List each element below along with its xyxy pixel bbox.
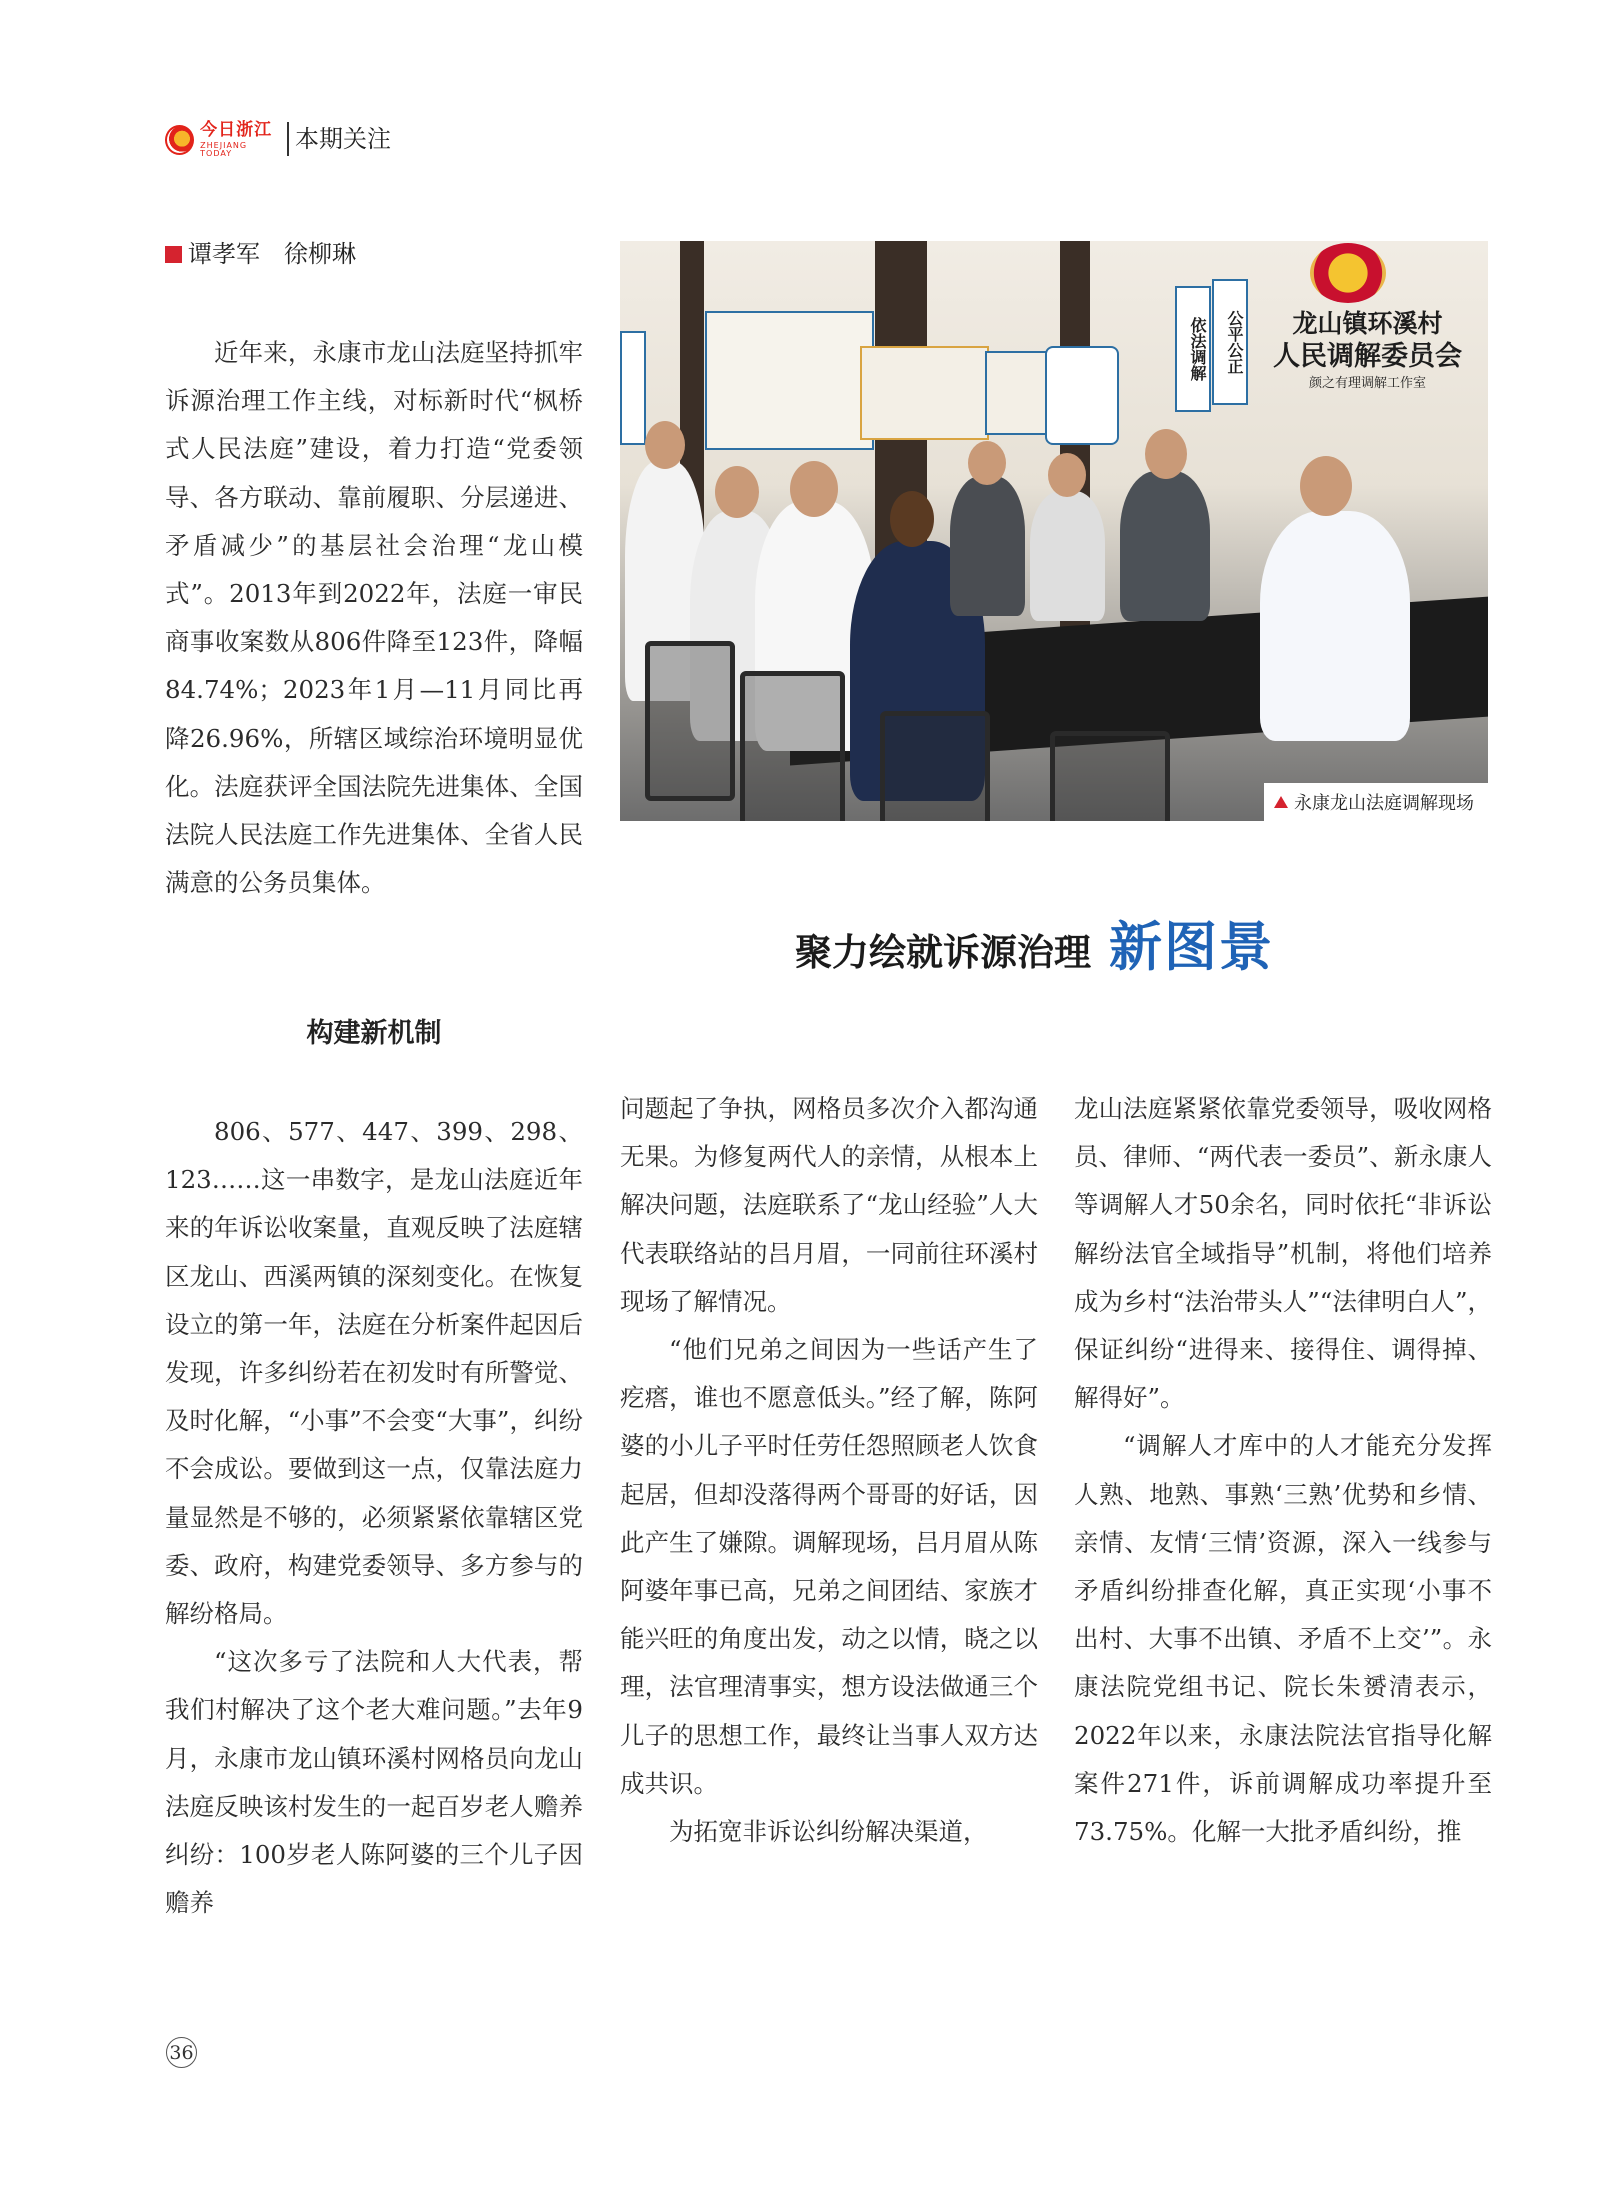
headline-accent: 新图景: [1109, 917, 1274, 978]
photo-head: [1048, 453, 1086, 497]
body-column-1: [165, 1108, 583, 1927]
headline-main: 聚力绘就诉源治理: [795, 930, 1091, 974]
byline-square-icon: [165, 246, 182, 263]
sun-logo-icon: [165, 125, 194, 155]
photo-head: [1300, 456, 1352, 516]
photo-person: [1030, 491, 1105, 621]
photo-head: [968, 441, 1006, 485]
banner-line-1: 龙山镇环溪村: [1292, 309, 1443, 338]
magazine-logo: [165, 121, 280, 159]
photo-caption-text: 永康龙山法庭调解现场: [1294, 793, 1474, 814]
sign-right: 公平公正: [1212, 279, 1248, 405]
body-paragraph: 806、577、447、399、298、123……这一串数字，是龙山法庭近年来的年诉讼收案量，直观反映了法庭辖区龙山、西溪两镇的深刻变化。在恢复设立的第一年，法庭在分析案件起因后发现，许多纠纷若在初发时有所警觉、及时化解，“小事”不会变“大事”，纠纷不会成讼。要做到这一点，仅靠法庭力量显然是不够的，必须紧紧依靠辖区党委、政府，构建党委领导、多方参与的解纷格局。: [165, 1117, 583, 1629]
body-paragraph: 为拓宽非诉讼纠纷解决渠道，: [669, 1817, 988, 1847]
body-paragraph: “调解人才库中的人才能充分发挥人熟、地熟、事熟‘三熟’优势和乡情、亲情、友情‘三情’资源，深入一线参与矛盾纠纷排查化解，真正实现‘小事不出村、大事不出镇、矛盾不上交’”。永康法院党组书记、院长朱赟清表示，2022年以来，永康法院法官指导化解案件271件，诉前调解成功率提升至73.75%。化解一大批矛盾纠纷，推: [1074, 1431, 1492, 1847]
intro-paragraph: 近年来，永康市龙山法庭坚持抓牢诉源治理工作主线，对标新时代“枫桥式人民法庭”建设，着力打造“党委领导、各方联动、靠前履职、分层递进、矛盾减少”的基层社会治理“龙山模式”。2013年到2022年，法庭一审民商事收案数从806件降至123件，降幅84.74%；2023年1月—11月同比再降26.96%，所辖区域综治环境明显优化。法庭获评全国法院先进集体、全国法院人民法庭工作先进集体、全省人民满意的公务员集体。: [165, 338, 583, 898]
photo-head: [1145, 429, 1187, 479]
banner-line-3: 颜之有理调解工作室: [1308, 376, 1426, 391]
photo-banner: [1265, 301, 1470, 401]
body-paragraph: “他们兄弟之间因为一些话产生了疙瘩，谁也不愿意低头。”经了解，陈阿婆的小儿子平时任劳任怨照顾老人饮食起居，但却没落得两个哥哥的好话，因此产生了嫌隙。调解现场，吕月眉从陈阿婆年事已高，兄弟之间团结、家族才能兴旺的角度出发，动之以情，晓之以理，法官理清事实，想方设法做通三个儿子的思想工作，最终让当事人双方达成共识。: [620, 1335, 1038, 1798]
photo-chair: [1050, 731, 1170, 821]
page-number: 36: [166, 2037, 197, 2068]
body-paragraph: 问题起了争执，网格员多次介入都沟通无果。为修复两代人的亲情，从根本上解决问题，法庭联系了“龙山经验”人大代表联络站的吕月眉，一同前往环溪村现场了解情况。: [620, 1094, 1038, 1316]
photo-person: [950, 476, 1025, 616]
byline-authors: 谭孝军 徐柳琳: [188, 240, 356, 268]
photo-person: [1120, 471, 1210, 621]
photo-head: [645, 421, 685, 469]
caption-triangle-icon: [1274, 796, 1288, 808]
intro-column: [165, 329, 583, 907]
photo-chair: [645, 641, 735, 801]
sign-left: 依法调解: [1175, 286, 1211, 412]
photo-wall-panel: [620, 331, 646, 445]
body-paragraph: 龙山法庭紧紧依靠党委领导，吸收网格员、律师、“两代表一委员”、新永康人等调解人才50余名，同时依托“非诉讼解纷法官全域指导”机制，将他们培养成为乡村“法治带头人”“法律明白人”，保证纠纷“进得来、接得住、调得掉、解得好”。: [1074, 1094, 1492, 1413]
photo-wall-panel: [1045, 346, 1119, 445]
logo-english-text: ZHEJIANG TODAY: [200, 141, 248, 158]
logo-chinese-text: 今日浙江: [200, 120, 273, 140]
body-column-2: [620, 1085, 1038, 1856]
body-paragraph: “这次多亏了法院和人大代表，帮我们村解决了这个老大难问题。”去年9月，永康市龙山镇环溪村网格员向龙山法庭反映该村发生的一起百岁老人赡养纠纷：100岁老人陈阿婆的三个儿子因赡养: [165, 1647, 583, 1918]
photo-head: [890, 491, 934, 547]
photo-chair: [740, 671, 845, 821]
article-headline: [795, 905, 1274, 981]
byline: [165, 237, 356, 271]
photo-wall-panel: [705, 311, 874, 450]
mediation-photo: [620, 241, 1488, 821]
photo-head: [790, 461, 838, 517]
banner-line-2: 人民调解委员会: [1273, 341, 1462, 372]
photo-head: [715, 466, 759, 518]
photo-chair: [880, 711, 990, 821]
national-emblem-icon: [1310, 243, 1386, 303]
section-subheading: 构建新机制: [306, 1018, 442, 1049]
section-label: 本期关注: [295, 125, 391, 153]
header-divider: [287, 122, 289, 156]
photo-person: [1260, 511, 1410, 741]
photo-wall-panel: [860, 346, 989, 440]
photo-caption: [1264, 783, 1488, 821]
body-column-3: [1074, 1085, 1492, 1856]
